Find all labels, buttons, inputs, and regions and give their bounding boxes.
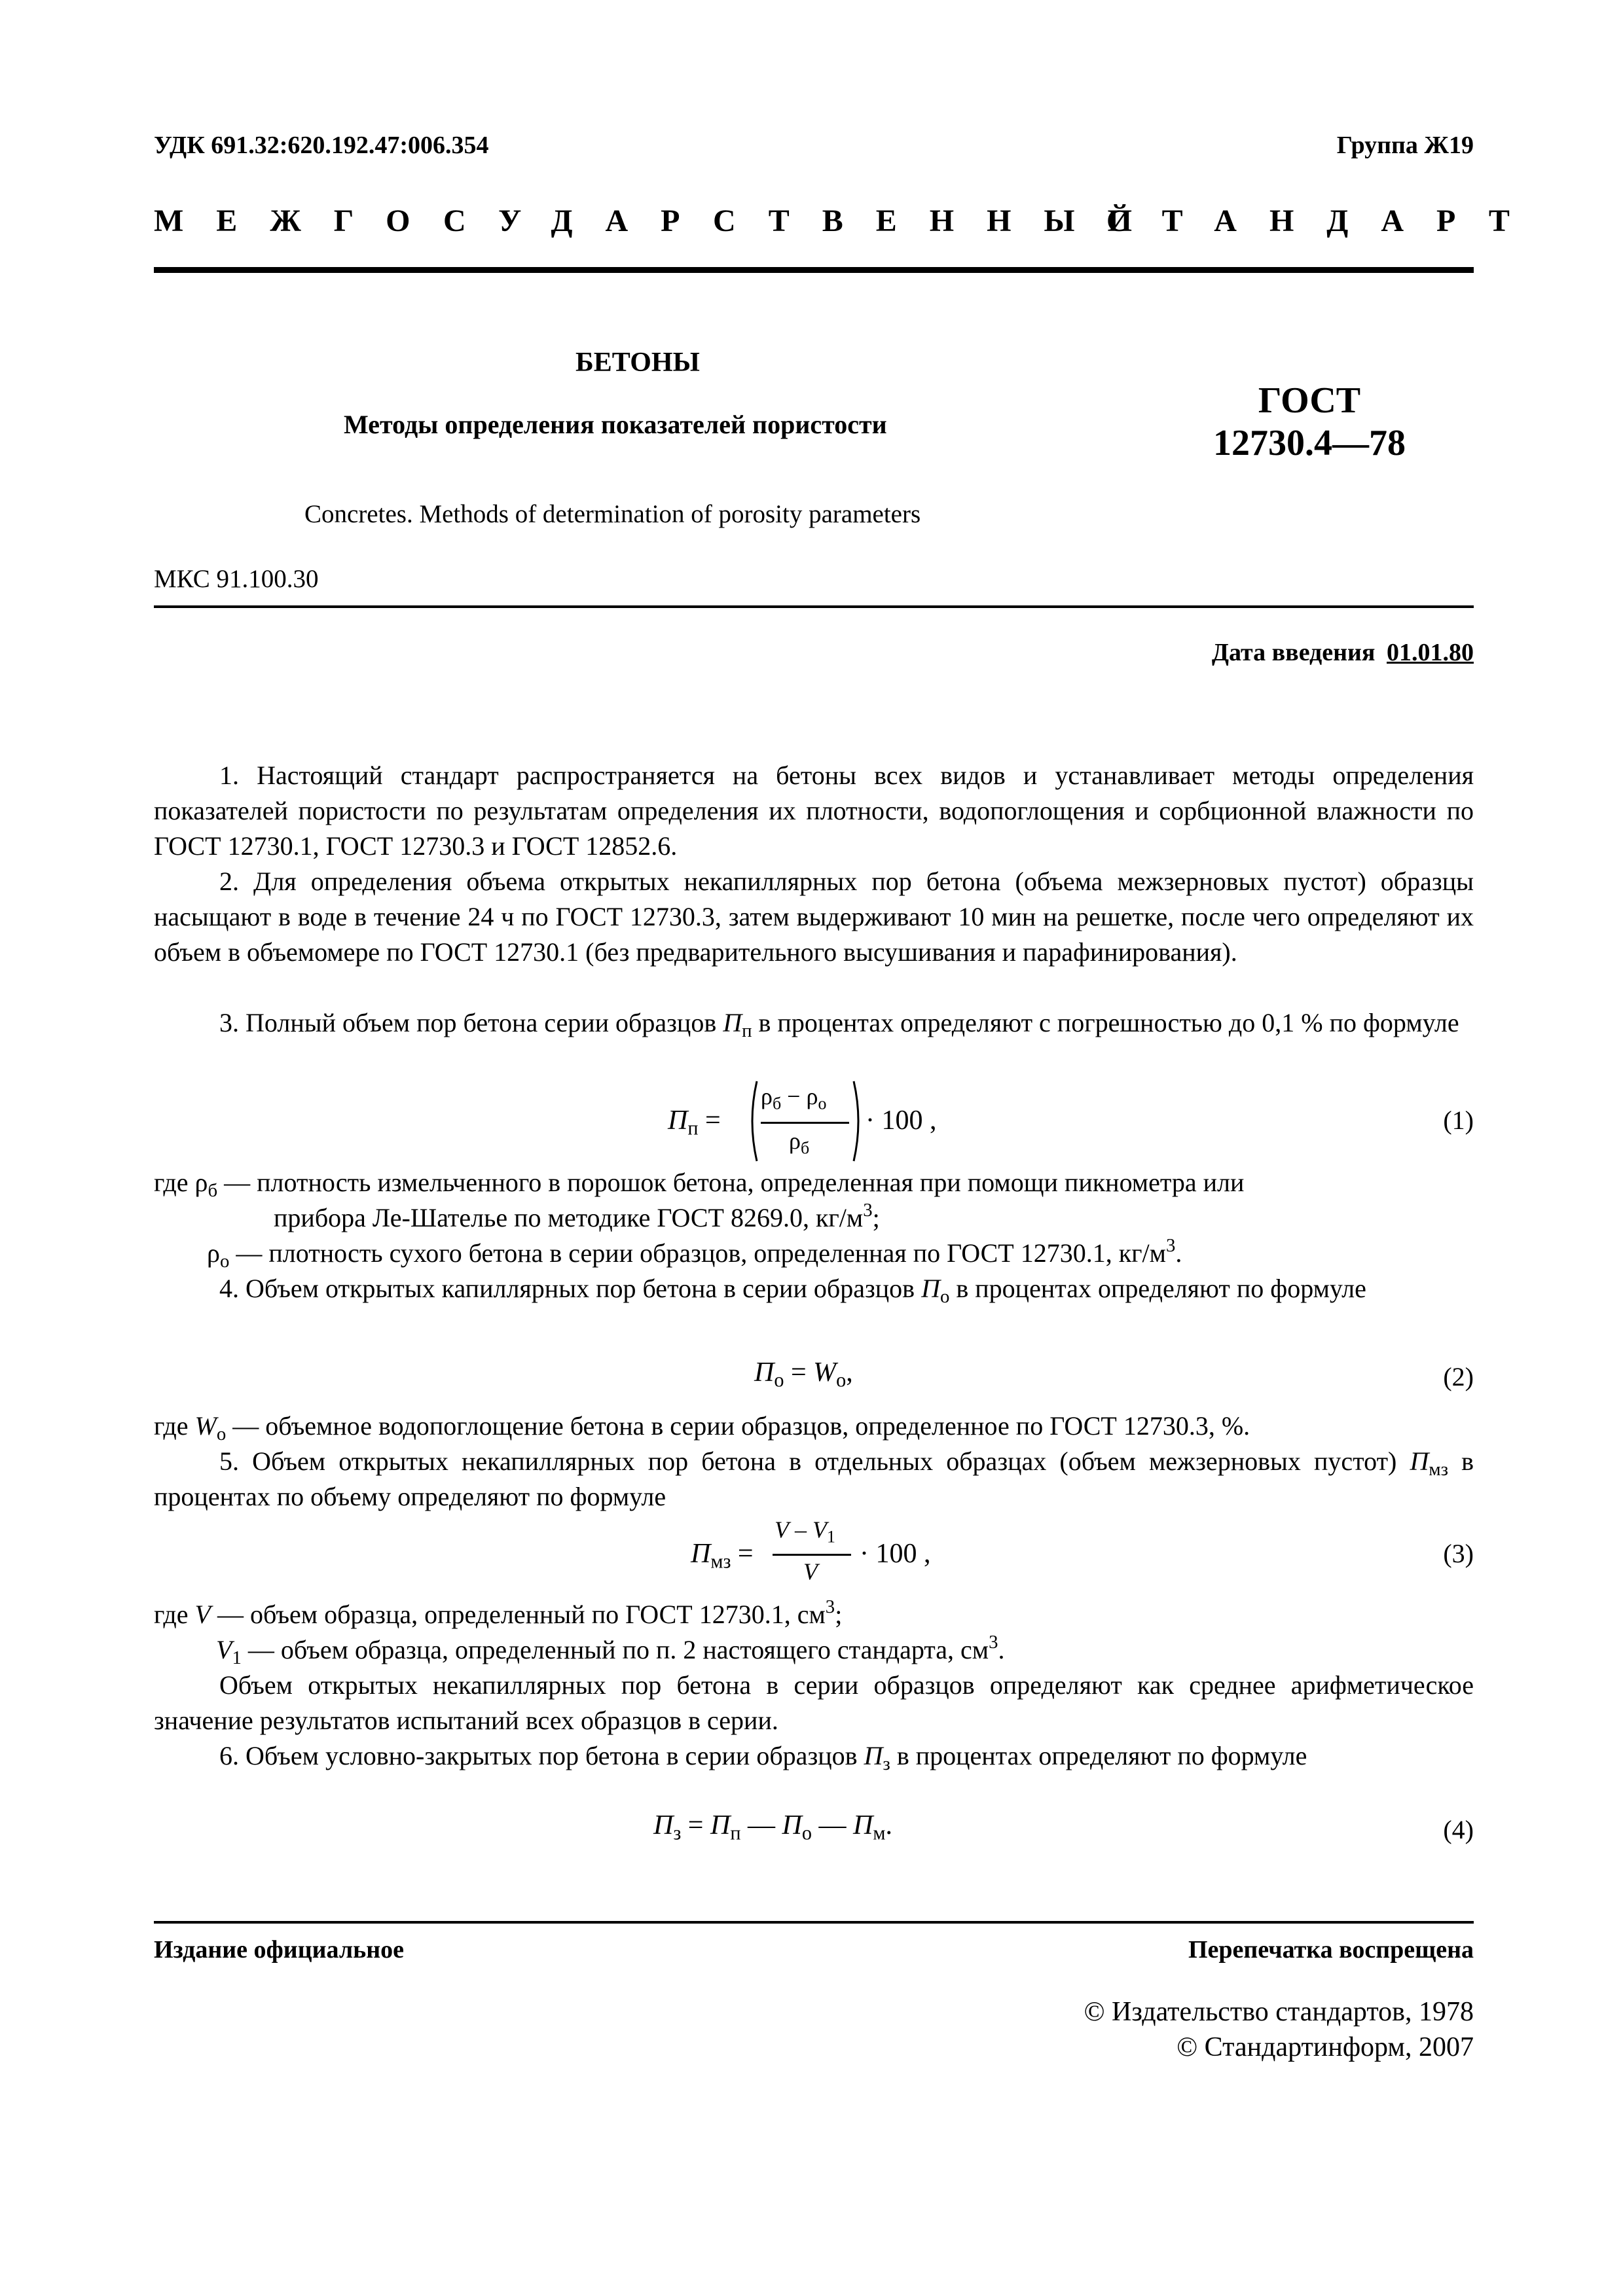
paragraph-1: 1. Настоящий стандарт распространяется на бетоны всех видов и устанавливает методы определения показателей пористости по результатам определения их плотности, водопоглощения и сорбционной влажности по ГОСТ 12730.1, ГОСТ 12730.3 и ГОСТ 12852.6.: [154, 761, 1474, 861]
official-edition: Издание официальное: [154, 1936, 405, 1964]
copyright-1978: © Издательство стандартов, 1978: [1084, 1997, 1474, 2027]
date-label: Дата введения: [1211, 639, 1376, 666]
where-rho-o: $\rho_о$ — плотность сухого бетона в серии образцов, определенная по ГОСТ 12730.1, $кг/м^3$.: [207, 1235, 1182, 1272]
formula-3: $П_{мз}$ = V – $V_1$ V · 100 ,: [691, 1516, 931, 1585]
udk-code: УДК 691.32:620.192.47:006.354: [154, 132, 489, 159]
paragraph-5: 5. Объем открытых некапиллярных пор бетона в отдельных образцах (объем межзерновых пустот) $П_{мз}$ в процентах по объему определяют по формуле: [154, 1446, 1474, 1511]
formula-2-number: (2): [1443, 1362, 1474, 1391]
left-paren: [746, 1079, 759, 1164]
date-value: 01.01.80: [1387, 639, 1474, 666]
paragraph-3: 3. Полный объем пор бетона серии образцов $П_п$ в процентах определяют с погрешностью до 0,1 % по формуле: [219, 1008, 1459, 1042]
banner-standard: СТАНДАРТ: [1106, 204, 1542, 238]
introduction-date: [1212, 638, 1474, 667]
copyright-2007: © Стандартинформ, 2007: [1176, 2032, 1474, 2062]
right-paren: [851, 1079, 864, 1164]
where-w-o: где $W_о$ — объемное водопоглощение бетона в серии образцов, определенное по ГОСТ 12730.3, %.: [154, 1411, 1250, 1445]
formula-4-number: (4): [1443, 1815, 1474, 1844]
paragraph-4: 4. Объем открытых капиллярных пор бетона в серии образцов $П_о$ в процентах определяют по формуле: [219, 1274, 1366, 1308]
where-v1: $V_1$ — объем образца, определенный по п. 2 настоящего стандарта, $см^3$.: [216, 1632, 1005, 1669]
formula-2: $П_о = W_о$,: [754, 1357, 853, 1391]
formula-1: $П_п$ = $\rho_б - \rho_о$ $\rho_б$ · 100 ,: [668, 1079, 995, 1164]
header-rule: [154, 267, 1474, 273]
where-v: где V — объем образца, определенный по ГОСТ 12730.1, $см^3$;: [154, 1596, 843, 1629]
footer-rule: [154, 1921, 1474, 1924]
where-rho-b-cont: прибора Ле-Шателье по методике ГОСТ 8269.0, $кг/м^3$;: [274, 1200, 880, 1232]
where-rho-b: где $\rho_б$ — плотность измельченного в порошок бетона, определенная при помощи пикнометра или: [154, 1168, 1245, 1202]
document-subtitle: Методы определения показателей пористости: [344, 410, 887, 439]
gost-label: ГОСТ: [1258, 380, 1361, 421]
paragraph-6: 6. Объем условно-закрытых пор бетона в серии образцов $П_з$ в процентах определяют по формуле: [219, 1741, 1307, 1775]
formula-3-number: (3): [1443, 1539, 1474, 1568]
mks-code: МКС 91.100.30: [154, 565, 319, 593]
fraction-bar: [761, 1122, 849, 1124]
formula-1-number: (1): [1443, 1105, 1474, 1135]
title-rule: [154, 605, 1474, 608]
group-code: Группа Ж19: [1336, 132, 1474, 159]
document-title: БЕТОНЫ: [575, 348, 700, 378]
english-title: Concretes. Methods of determination of porosity parameters: [304, 500, 921, 528]
formula-4: $П_з = П_п$ — $П_о$ — $П_м$.: [653, 1810, 892, 1844]
paragraph-5-mean: Объем открытых некапиллярных пор бетона в серии образцов определяют как среднее арифметическое значение результатов испытаний всех образцов в серии.: [154, 1670, 1474, 1735]
gost-number: 12730.4—78: [1213, 423, 1406, 463]
reprint-prohibited: Перепечатка воспрещена: [1188, 1936, 1474, 1964]
fraction-bar: [773, 1554, 851, 1556]
paragraph-2: 2. Для определения объема открытых некапиллярных пор бетона (объема межзерновых пустот) образцы насыщают в воде в течение 24 ч по ГОСТ 12730.3, затем выдерживают 10 мин на решетке, после чего определяют их объем в объемомере по ГОСТ 12730.1 (без предварительного высушивания и парафинирования).: [154, 867, 1474, 967]
banner-interstate: МЕЖГОСУДАРСТВЕННЫЙ: [154, 204, 1165, 238]
